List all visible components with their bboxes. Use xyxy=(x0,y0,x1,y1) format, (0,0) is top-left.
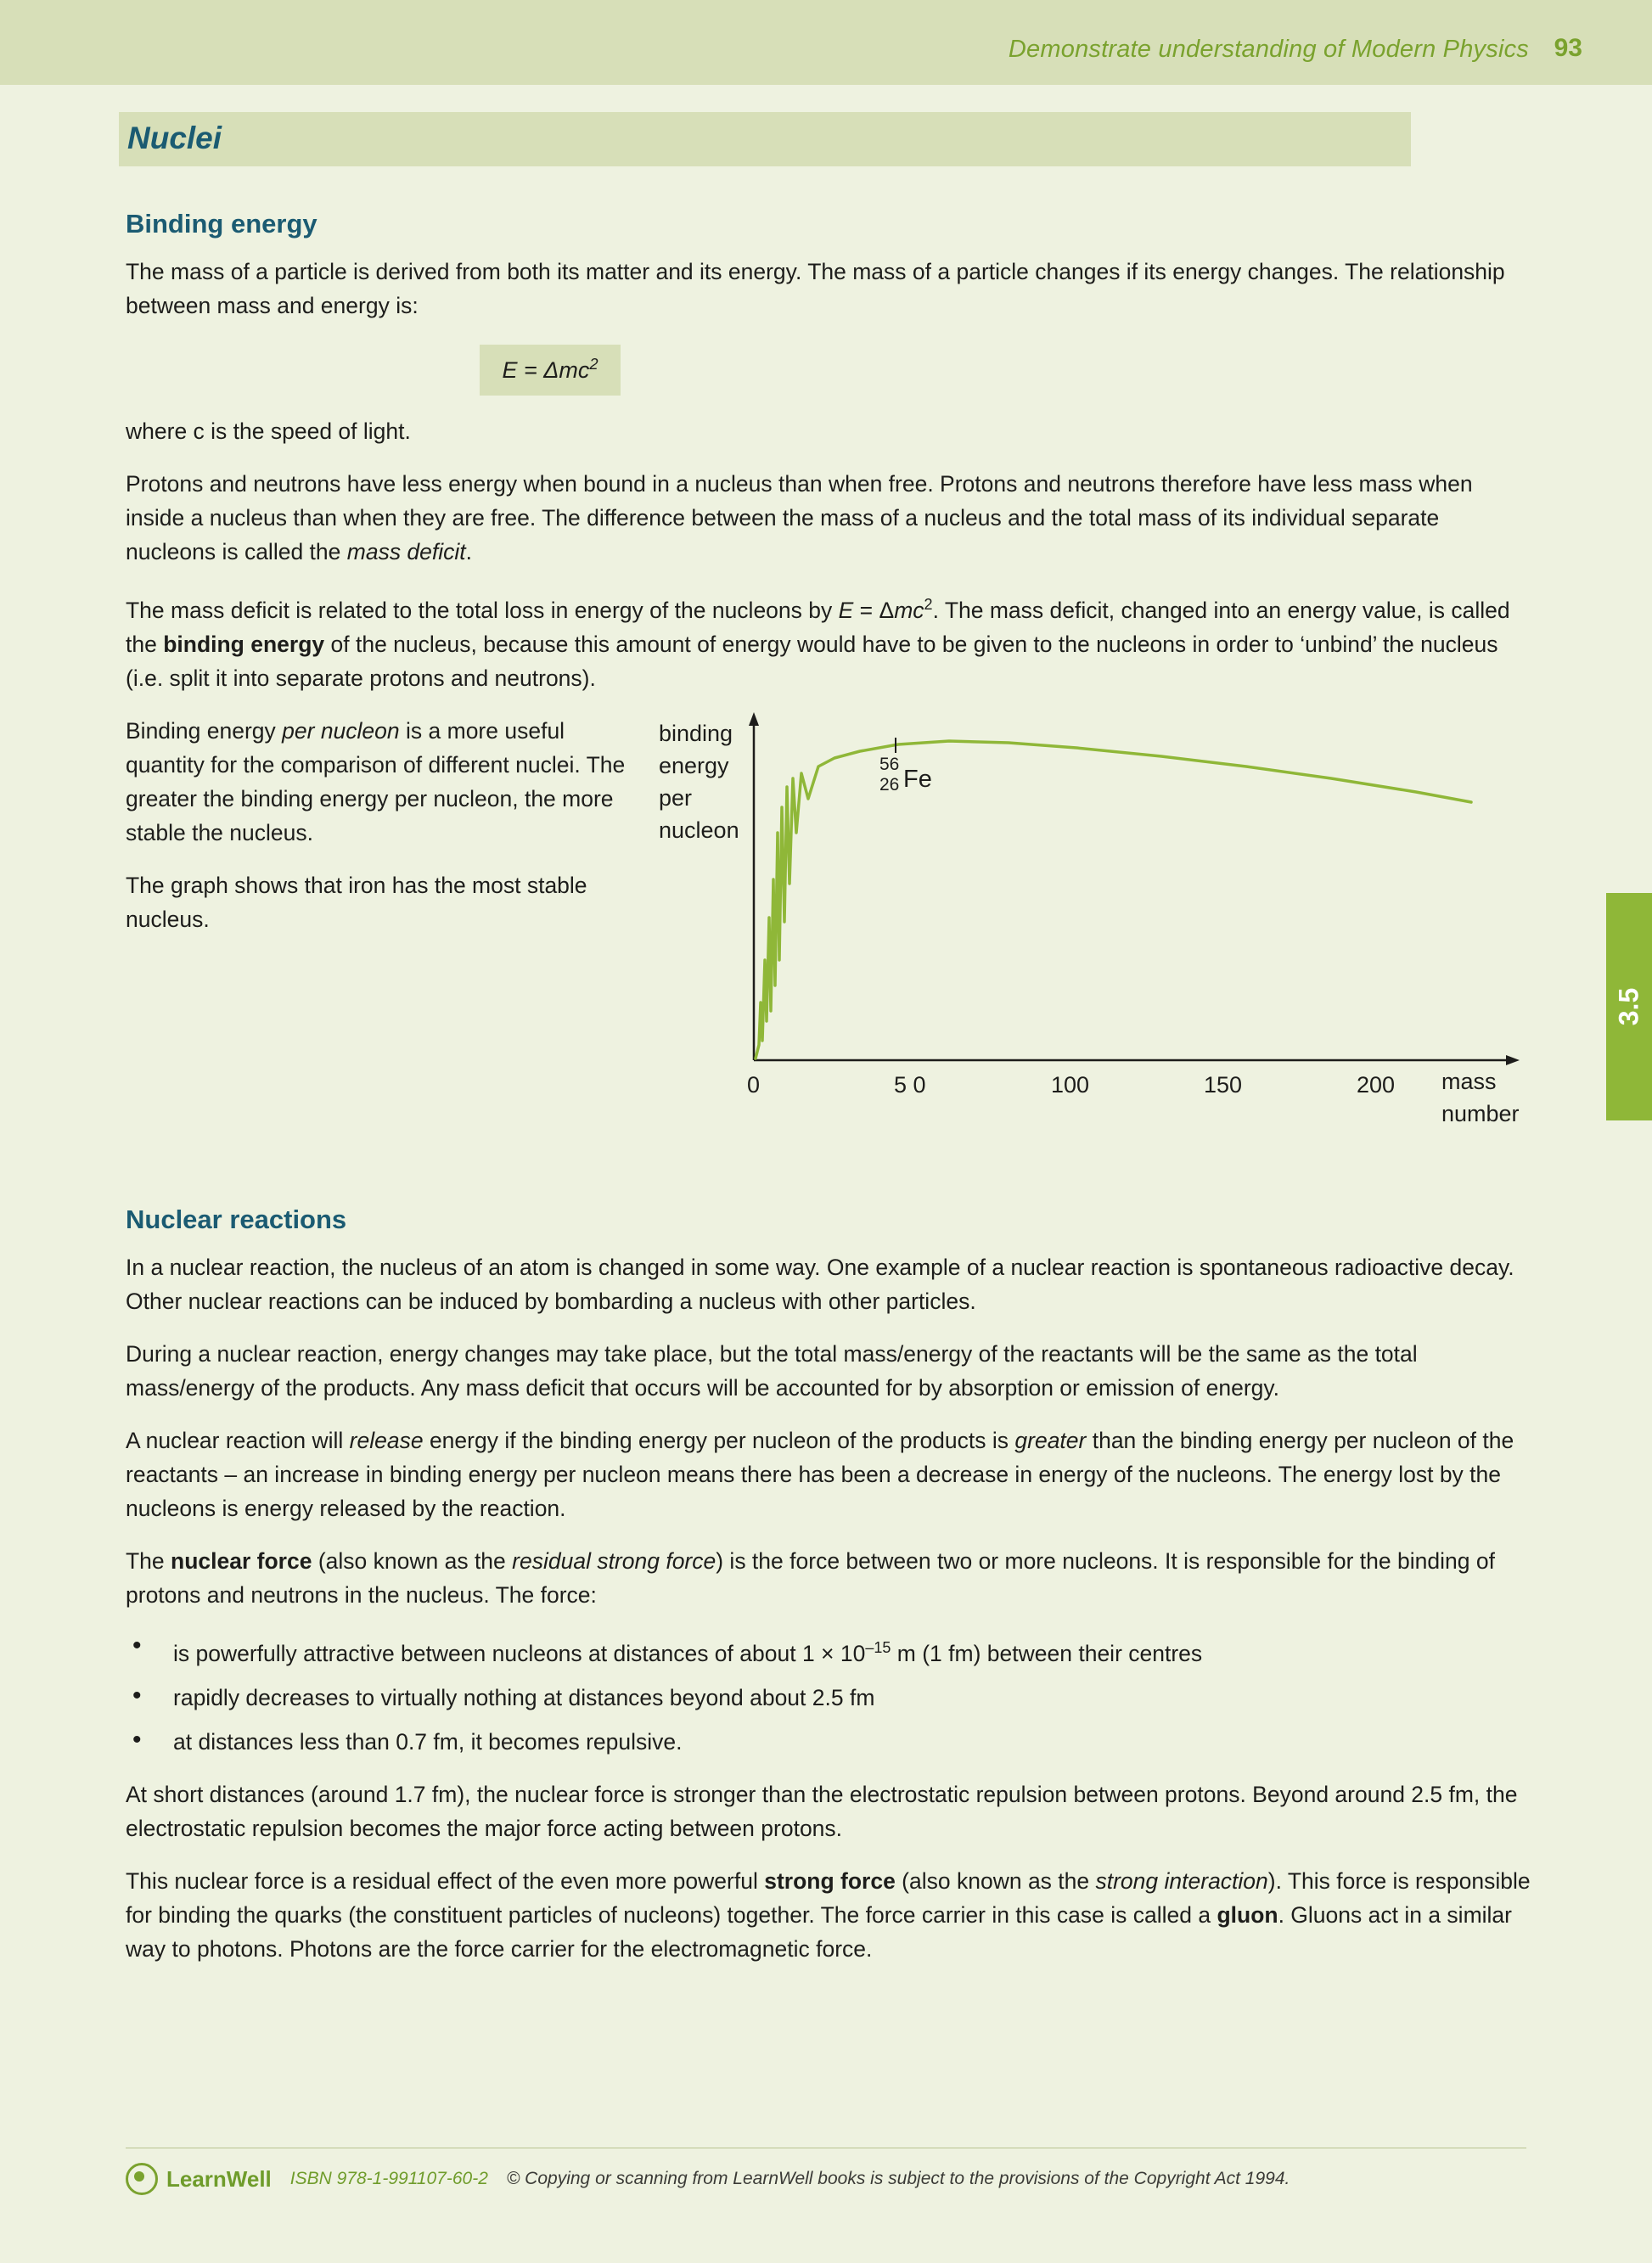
header-page-number: 93 xyxy=(1554,34,1582,62)
list-item: • at distances less than 0.7 fm, it becomes repulsive. xyxy=(126,1725,1535,1759)
paragraph-short-distances: At short distances (around 1.7 fm), the nuclear force is stronger than the electrostatic repulsion between protons. Beyond around 2.5 fm, the electrostatic repulsion becomes the major force acting between protons. xyxy=(126,1781,1518,1841)
page-title: Nuclei xyxy=(127,121,222,155)
list-item: • rapidly decreases to virtually nothing at distances beyond about 2.5 fm xyxy=(126,1681,1535,1715)
graph-block xyxy=(126,714,1535,1126)
paragraph-iron-stable: The graph shows that iron has the most stable nucleus. xyxy=(126,872,587,932)
paragraph-energy-conservation: During a nuclear reaction, energy changes may take place, but the total mass/energy of the reactants will be the same as the total mass/energy of the products. Any mass deficit that occurs will be accounted for by absorption or emission of energy. xyxy=(126,1340,1418,1401)
svg-text:per: per xyxy=(659,784,693,811)
svg-text:5 0: 5 0 xyxy=(894,1071,926,1098)
chart-svg xyxy=(652,705,1535,1126)
svg-text:0: 0 xyxy=(747,1071,761,1098)
svg-text:200: 200 xyxy=(1357,1071,1396,1098)
footer-brand: LearnWell xyxy=(166,2165,272,2192)
list-item: • is powerfully attractive between nucleons at distances of about $1 \times 10^{-15}$ m (1 fm) between their centres xyxy=(126,1631,1535,1671)
header-title: Demonstrate understanding of Modern Physics xyxy=(1008,36,1529,63)
nuclear-force-bullet-list xyxy=(126,1631,1535,1759)
svg-text:100: 100 xyxy=(1051,1071,1090,1098)
svg-text:energy: energy xyxy=(659,752,729,778)
svg-text:56: 56 xyxy=(879,754,900,774)
graph-side-text xyxy=(126,714,635,955)
equation-container xyxy=(126,341,975,414)
equation-mass-energy: E = Δmc$^2$ xyxy=(480,345,620,396)
paragraph-nuclear-reaction-intro: In a nuclear reaction, the nucleus of an atom is changed in some way. One example of a nuclear reaction is spontaneous radioactive decay. Other nuclear reactions can be induced by bombarding a nucleus with other particles. xyxy=(126,1254,1514,1314)
side-tab-label: 3.5 xyxy=(1613,987,1644,1026)
learnwell-logo-icon xyxy=(126,2163,158,2195)
section-bar-tail xyxy=(1411,112,1530,166)
page-content xyxy=(126,195,1535,1985)
footer-copyright: © Copying or scanning from LearnWell books is subject to the provisions of the Copyright Act 1994. xyxy=(506,2169,1290,2188)
paragraph-mass-deficit: Protons and neutrons have less energy when bound in a nucleus than when free. Protons and neutrons therefore have less mass when inside a nucleus than when they are free. The difference between the mass of a nucleus and the total mass of its individual separate nucleons is called the mass deficit. xyxy=(126,471,1473,564)
side-tab-section-number xyxy=(1606,893,1652,1120)
heading-nuclear-reactions: Nuclear reactions xyxy=(126,1204,347,1234)
paragraph-speed-of-light: where c is the speed of light. xyxy=(126,418,411,444)
svg-text:nucleon: nucleon xyxy=(659,817,739,843)
paragraph-strong-force: This nuclear force is a residual effect of the even more powerful strong force (also known as the strong interaction). This force is responsible for binding the quarks (the constituent particles of nucleons) together. The force carrier in this case is called a gluon. Gluons act in a similar way to photons. Photons are the force carrier for the electromagnetic force. xyxy=(126,1867,1531,1962)
svg-text:binding: binding xyxy=(659,720,733,746)
page-footer xyxy=(126,2163,1535,2195)
svg-text:mass: mass xyxy=(1441,1068,1497,1094)
binding-energy-chart xyxy=(652,705,1535,1126)
paragraph-binding-energy-definition: The mass deficit is related to the total loss in energy of the nucleons by E = Δmc$^2$. The mass deficit, changed into an energy value, is called the binding energy of the nucleus, because this amount of energy would have to be given to the nucleons in order to ‘unbind’ the nucleus (i.e. split it into separate protons and neutrons). xyxy=(126,596,1510,691)
paragraph-mass-energy: The mass of a particle is derived from both its matter and its energy. The mass of a particle changes if its energy changes. The relationship between mass and energy is: xyxy=(126,259,1505,318)
section-title-bar xyxy=(119,112,1530,166)
footer-isbn: ISBN 978-1-991107-60-2 xyxy=(289,2169,488,2188)
paragraph-release-energy: A nuclear reaction will release energy if the binding energy per nucleon of the products is greater than the binding energy per nucleon of the reactants – an increase in binding energy per nucleon means there has been a decrease in energy of the nucleons. The energy lost by the nucleons is energy released by the reaction. xyxy=(126,1427,1514,1521)
svg-text:150: 150 xyxy=(1204,1071,1243,1098)
heading-binding-energy: Binding energy xyxy=(126,209,317,239)
svg-text:Fe: Fe xyxy=(903,765,932,793)
paragraph-nuclear-force: The nuclear force (also known as the residual strong force) is the force between two or more nucleons. It is responsible for the binding of protons and neutrons in the nucleus. The force: xyxy=(126,1547,1495,1608)
svg-text:number: number xyxy=(1441,1100,1520,1126)
svg-text:26: 26 xyxy=(879,774,900,795)
paragraph-per-nucleon: Binding energy per nucleon is a more useful quantity for the comparison of different nuclei. The greater the binding energy per nucleon, the more stable the nucleus. xyxy=(126,717,626,845)
